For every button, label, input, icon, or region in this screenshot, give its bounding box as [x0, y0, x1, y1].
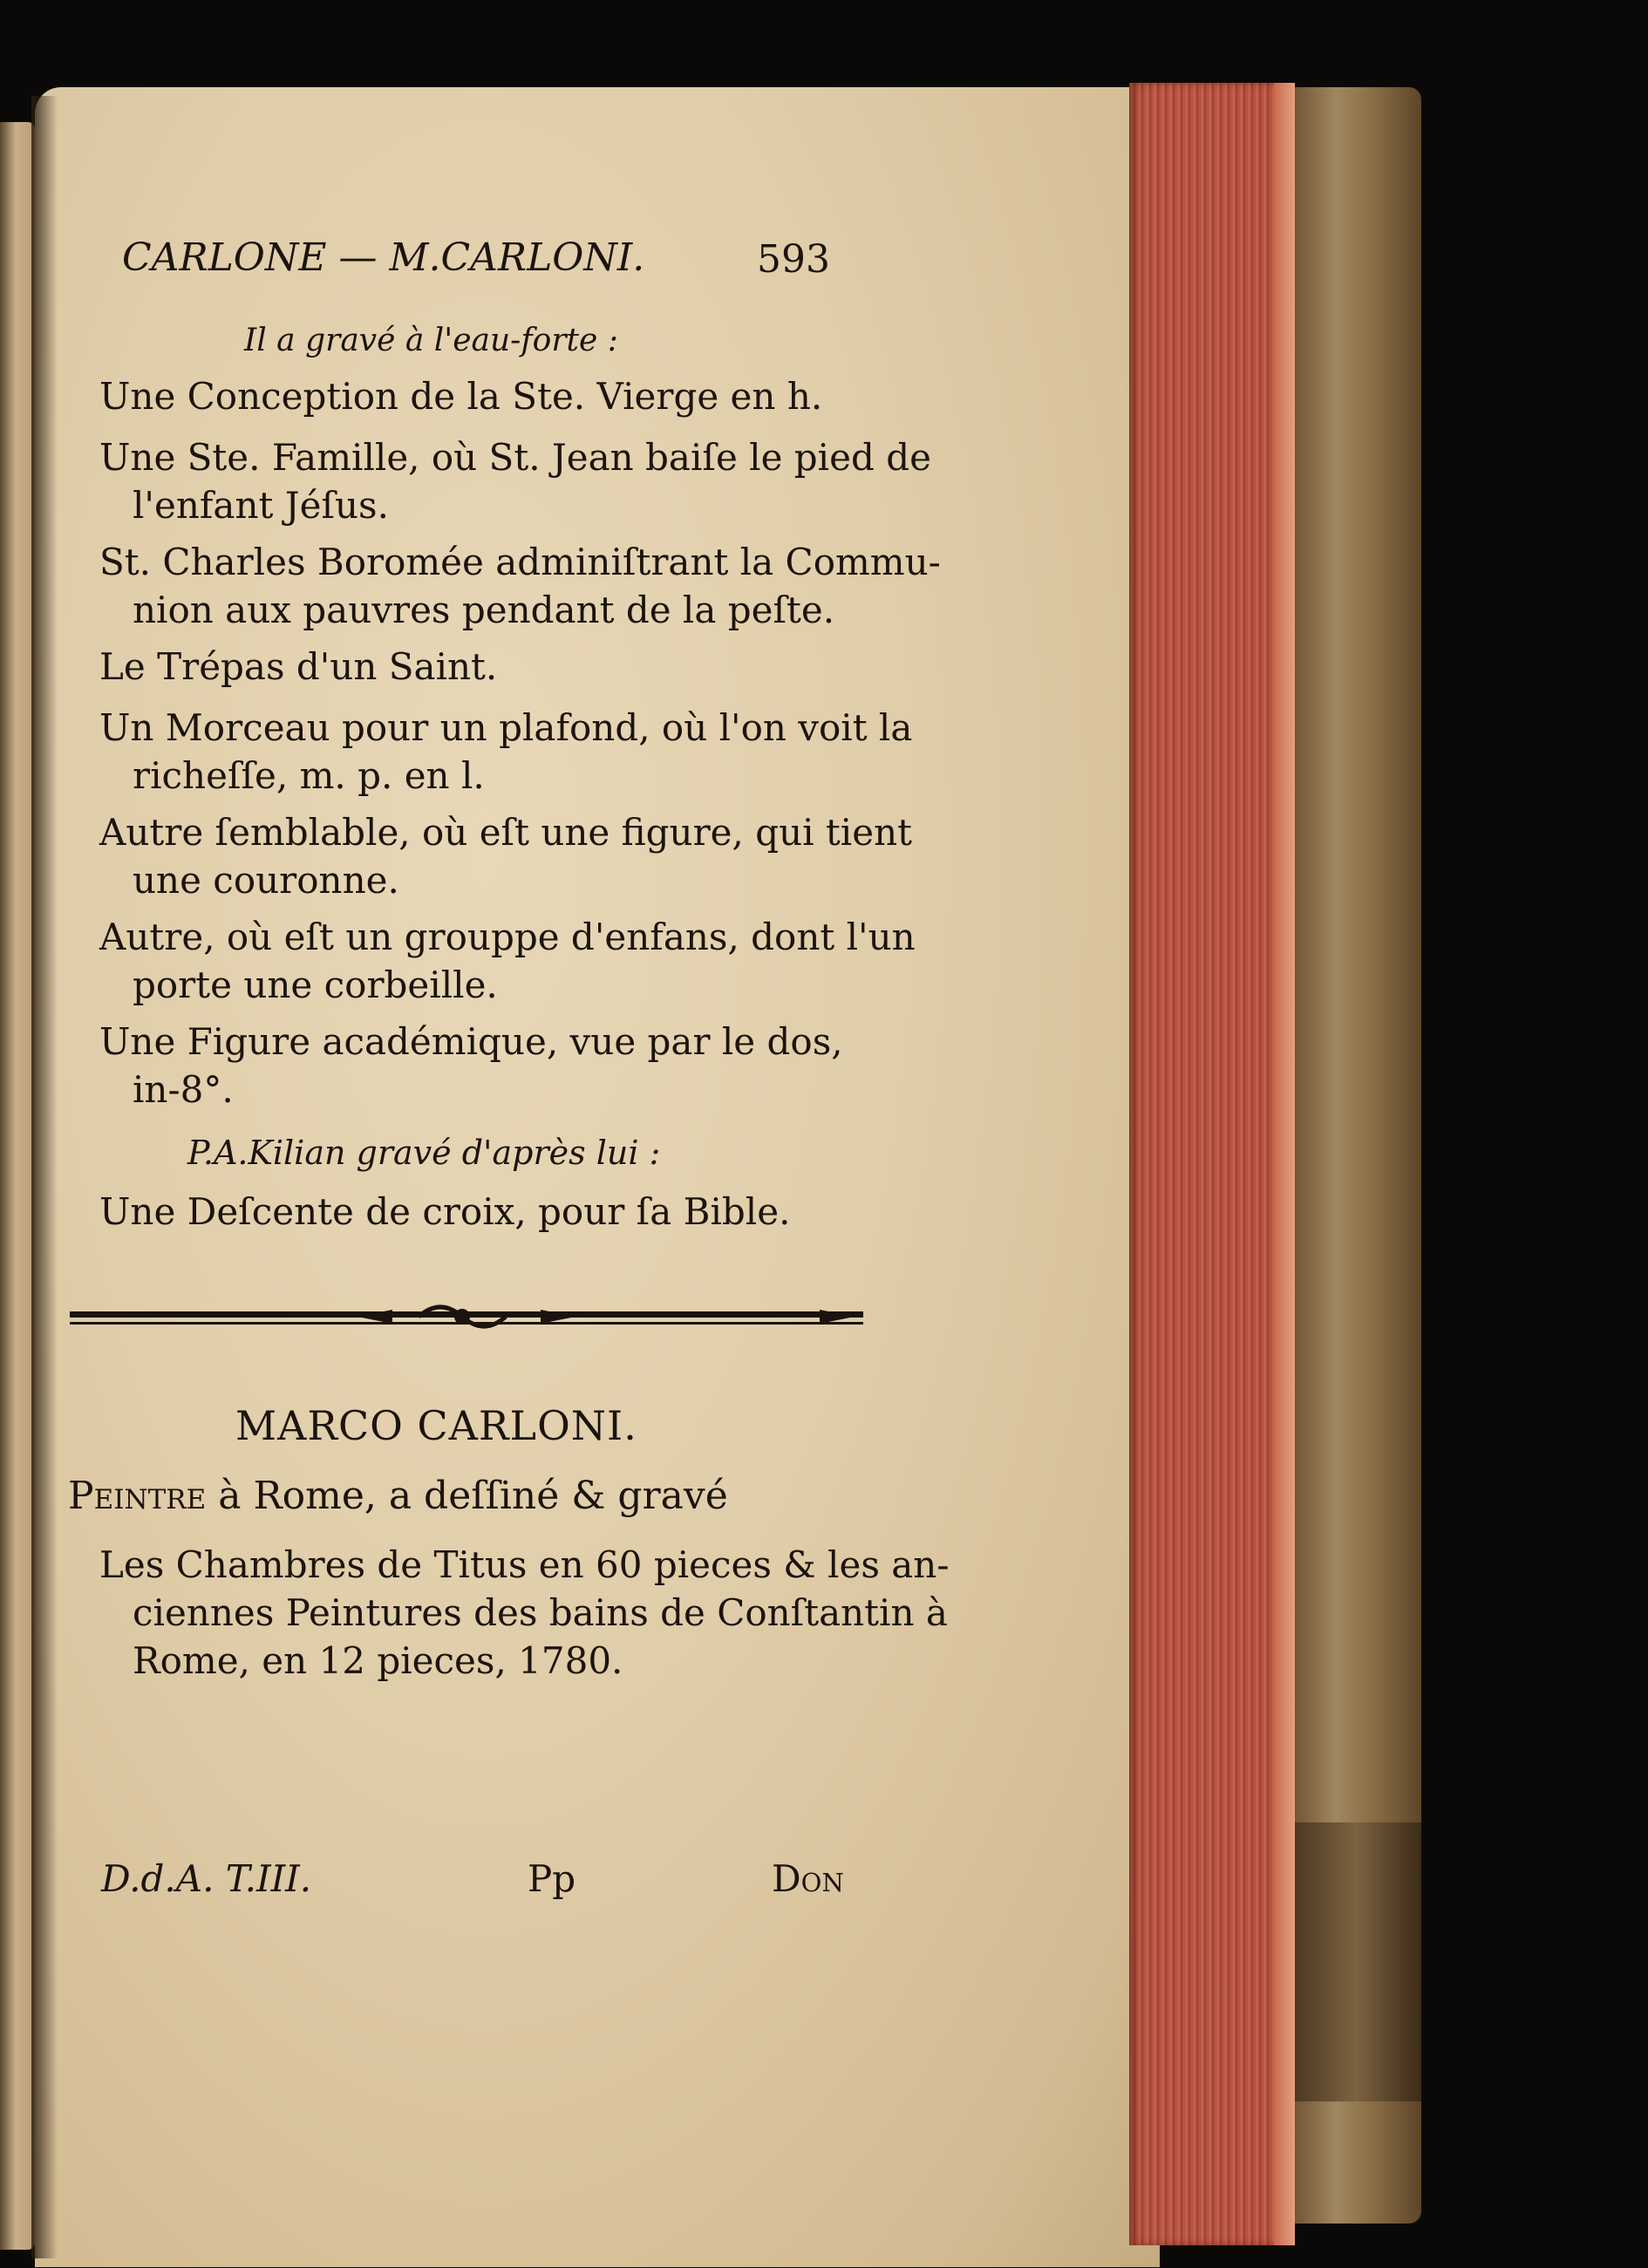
- text-line: Un Morceau pour un plafond, où l'on voit la: [99, 706, 913, 749]
- text-line: Une Conception de la Ste. Vierge en h.: [99, 375, 823, 418]
- text-line: Rome, en 12 pieces, 1780.: [133, 1639, 623, 1682]
- signature-mark: D.d.A. T.III.: [101, 1857, 312, 1900]
- cover-band: [1290, 1822, 1421, 2101]
- intro-lead: Peintre: [68, 1474, 207, 1518]
- quire-mark: Pp: [528, 1857, 576, 1900]
- text-line: une couronne.: [133, 859, 399, 902]
- text-line: nion aux pauvres pendant de la peſte.: [133, 589, 835, 631]
- text-line: Une Figure académique, vue par le dos,: [99, 1020, 843, 1063]
- text-line: porte une corbeille.: [133, 964, 498, 1006]
- text-line: Autre ſemblable, où eſt une figure, qui tient: [99, 811, 913, 854]
- page-number: 593: [757, 237, 830, 282]
- text-line: Une Ste. Famille, où St. Jean baiſe le pied de: [99, 436, 931, 479]
- text-line: l'enfant Jéſus.: [133, 484, 389, 527]
- text-line: richeſſe, m. p. en l.: [133, 754, 485, 797]
- intro-line: [68, 1474, 728, 1518]
- text-line: Le Trépas d'un Saint.: [99, 645, 498, 688]
- subheading-engraver: P.A.Kilian gravé d'après lui :: [187, 1134, 661, 1172]
- section-heading: MARCO CARLONI.: [235, 1402, 637, 1449]
- text-line: Les Chambres de Titus en 60 pieces & les an-: [99, 1543, 950, 1586]
- text-line: St. Charles Boromée adminiſtrant la Commu-: [99, 541, 941, 583]
- text-line: Une Deſcente de croix, pour ſa Bible.: [99, 1190, 791, 1233]
- intro-rest: à Rome, a deſſiné & gravé: [206, 1474, 728, 1518]
- page-fore-edge: [1129, 83, 1295, 2245]
- text-line: ciennes Peintures des bains de Conſtantin à: [133, 1591, 948, 1634]
- text-line: Autre, où eſt un grouppe d'enfans, dont l'un: [99, 916, 916, 958]
- ornamental-rule: [70, 1291, 863, 1343]
- text-line: in-8°.: [133, 1068, 234, 1111]
- facing-page-edge: [0, 122, 35, 2250]
- running-title: CARLONE — M.CARLONI.: [122, 235, 645, 280]
- catchword: Don: [772, 1857, 844, 1900]
- subheading: Il a gravé à l'eau-forte :: [244, 323, 618, 358]
- gutter-shadow: [31, 96, 58, 2258]
